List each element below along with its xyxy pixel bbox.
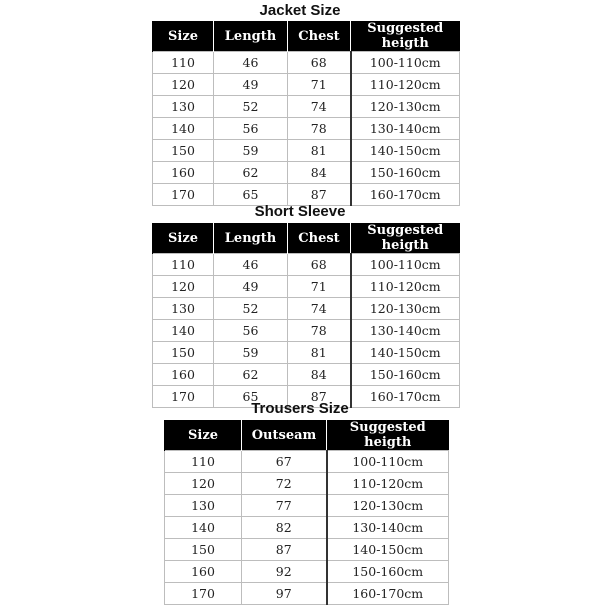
table-row [165, 473, 449, 495]
chest-cell: 78 [288, 118, 351, 140]
table-row [153, 298, 460, 320]
size-cell: 140 [153, 118, 214, 140]
outseam-cell: 77 [242, 495, 327, 517]
size-cell: 120 [153, 276, 214, 298]
height-cell: 120-130cm [327, 495, 449, 517]
table-row [153, 52, 460, 74]
short-sleeve-title: Short Sleeve [254, 203, 346, 220]
length-cell: 52 [214, 96, 288, 118]
height-cell: 100-110cm [327, 451, 449, 473]
length-cell: 62 [214, 364, 288, 386]
size-cell: 110 [165, 451, 242, 473]
height-cell: 140-150cm [351, 140, 460, 162]
chest-cell: 71 [288, 74, 351, 96]
short-sleeve-header-size: Size [153, 223, 214, 254]
outseam-cell: 97 [242, 583, 327, 605]
height-cell: 160-170cm [351, 386, 460, 408]
height-cell: 100-110cm [351, 254, 460, 276]
jacket-header-chest: Chest [288, 21, 351, 52]
chest-cell: 78 [288, 320, 351, 342]
trousers-header-suggested-height: Suggested heigth [327, 420, 449, 451]
chest-cell: 87 [288, 386, 351, 408]
trousers-header-outseam: Outseam [242, 420, 327, 451]
chest-cell: 74 [288, 298, 351, 320]
length-cell: 65 [214, 386, 288, 408]
outseam-cell: 72 [242, 473, 327, 495]
size-cell: 150 [153, 342, 214, 364]
height-cell: 150-160cm [327, 561, 449, 583]
height-cell: 150-160cm [351, 162, 460, 184]
size-cell: 150 [165, 539, 242, 561]
length-cell: 65 [214, 184, 288, 206]
size-cell: 140 [165, 517, 242, 539]
size-cell: 150 [153, 140, 214, 162]
outseam-cell: 67 [242, 451, 327, 473]
table-row [165, 517, 449, 539]
jacket-header-suggested-height: Suggested heigth [351, 21, 460, 52]
size-cell: 130 [153, 298, 214, 320]
height-cell: 110-120cm [351, 74, 460, 96]
height-cell: 120-130cm [351, 96, 460, 118]
length-cell: 59 [214, 140, 288, 162]
table-row [165, 583, 449, 605]
chest-cell: 68 [288, 52, 351, 74]
table-row [165, 561, 449, 583]
jacket-header-size: Size [153, 21, 214, 52]
chest-cell: 71 [288, 276, 351, 298]
length-cell: 52 [214, 298, 288, 320]
size-cell: 170 [153, 184, 214, 206]
height-cell: 140-150cm [327, 539, 449, 561]
chest-cell: 87 [288, 184, 351, 206]
jacket-size-table [152, 21, 460, 206]
size-cell: 170 [153, 386, 214, 408]
trousers-size-table [164, 420, 449, 605]
size-cell: 110 [153, 254, 214, 276]
length-cell: 56 [214, 320, 288, 342]
size-cell: 120 [153, 74, 214, 96]
size-cell: 160 [165, 561, 242, 583]
outseam-cell: 92 [242, 561, 327, 583]
size-cell: 130 [165, 495, 242, 517]
height-cell: 130-140cm [351, 320, 460, 342]
length-cell: 46 [214, 254, 288, 276]
size-cell: 110 [153, 52, 214, 74]
table-row [153, 276, 460, 298]
size-cell: 140 [153, 320, 214, 342]
short-sleeve-table [152, 223, 460, 408]
short-sleeve-header-chest: Chest [288, 223, 351, 254]
trousers-header-size: Size [165, 420, 242, 451]
table-row [153, 254, 460, 276]
outseam-cell: 82 [242, 517, 327, 539]
short-sleeve-header-length: Length [214, 223, 288, 254]
length-cell: 59 [214, 342, 288, 364]
table-row [165, 495, 449, 517]
table-row [153, 74, 460, 96]
chest-cell: 81 [288, 140, 351, 162]
jacket-header-length: Length [214, 21, 288, 52]
height-cell: 110-120cm [327, 473, 449, 495]
size-cell: 170 [165, 583, 242, 605]
table-row [153, 140, 460, 162]
chest-cell: 68 [288, 254, 351, 276]
jacket-size-title: Jacket Size [259, 2, 341, 19]
short-sleeve-header-suggested-height: Suggested heigth [351, 223, 460, 254]
trousers-size-title: Trousers Size [251, 400, 349, 417]
height-cell: 100-110cm [351, 52, 460, 74]
table-row [153, 342, 460, 364]
table-row [165, 451, 449, 473]
outseam-cell: 87 [242, 539, 327, 561]
length-cell: 46 [214, 52, 288, 74]
short-sleeve-header-row [153, 223, 460, 254]
height-cell: 110-120cm [351, 276, 460, 298]
height-cell: 140-150cm [351, 342, 460, 364]
size-cell: 160 [153, 162, 214, 184]
table-row [153, 364, 460, 386]
table-row [153, 96, 460, 118]
table-row [165, 539, 449, 561]
height-cell: 160-170cm [351, 184, 460, 206]
table-row [153, 162, 460, 184]
length-cell: 49 [214, 276, 288, 298]
table-row [153, 320, 460, 342]
size-cell: 160 [153, 364, 214, 386]
jacket-header-row [153, 21, 460, 52]
table-row [153, 118, 460, 140]
size-cell: 120 [165, 473, 242, 495]
chest-cell: 74 [288, 96, 351, 118]
height-cell: 150-160cm [351, 364, 460, 386]
length-cell: 62 [214, 162, 288, 184]
chest-cell: 84 [288, 162, 351, 184]
length-cell: 49 [214, 74, 288, 96]
chest-cell: 81 [288, 342, 351, 364]
height-cell: 130-140cm [327, 517, 449, 539]
height-cell: 120-130cm [351, 298, 460, 320]
size-cell: 130 [153, 96, 214, 118]
height-cell: 160-170cm [327, 583, 449, 605]
chest-cell: 84 [288, 364, 351, 386]
height-cell: 130-140cm [351, 118, 460, 140]
trousers-header-row [165, 420, 449, 451]
length-cell: 56 [214, 118, 288, 140]
